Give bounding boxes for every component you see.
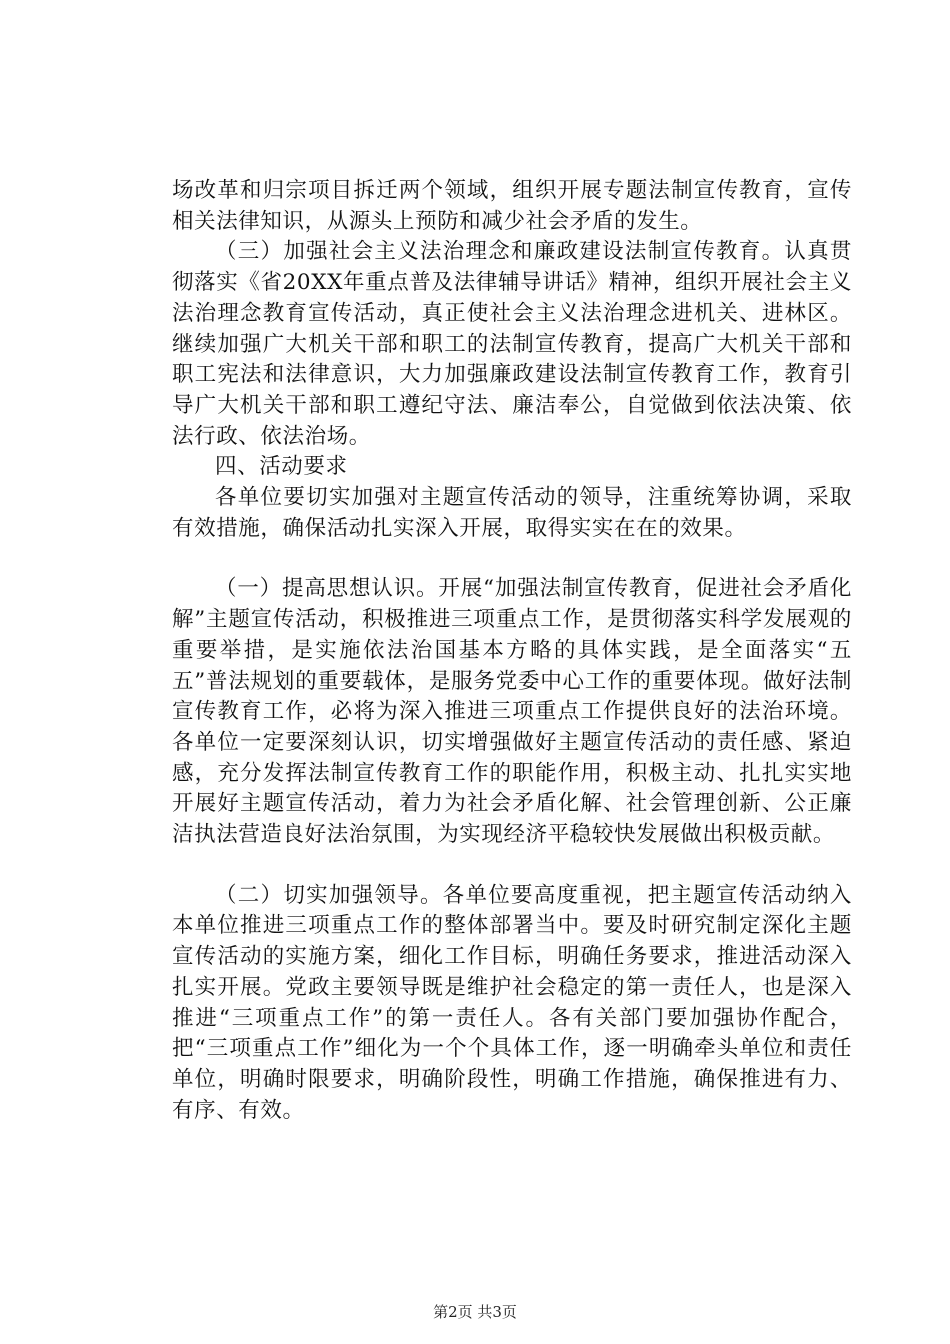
paragraph-4: （一）提高思想认识。开展“加强法制宣传教育，促进社会矛盾化解”主题宣传活动，积极推进三项重点工作，是贯彻落实科学发展观的重要举措，是实施依法治国基本方略的具体实践，是全面落实“五五”普法规划的重要载体，是服务党委中心工作的重要体现。做好法制宣传教育工作，必将为深入推进三项重点工作提供良好的法治环境。各单位一定要深刻认识，切实增强做好主题宣传活动的责任感、紧迫感，充分发挥法制宣传教育工作的职能作用，积极主动、扎扎实实地开展好主题宣传活动，着力为社会矛盾化解、社会管理创新、公正廉洁执法营造良好法治氛围，为实现经济平稳较快发展做出积极贡献。 xyxy=(172,576,852,848)
paragraph-3: 各单位要切实加强对主题宣传活动的领导，注重统筹协调，采取有效措施，确保活动扎实深入开展，取得实实在在的效果。 xyxy=(172,485,852,541)
paragraph-2: （三）加强社会主义法治理念和廉政建设法制宣传教育。认真贯彻落实《省20XX年重点普及法律辅导讲话》精神，组织开展社会主义法治理念教育宣传活动，真正使社会主义法治理念进机关、进林区。继续加强广大机关干部和职工的法制宣传教育，提高广大机关干部和职工宪法和法律意识，大力加强廉政建设法制宣传教育工作，教育引导广大机关干部和职工遵纪守法、廉洁奉公，自觉做到依法决策、依法行政、依法治场。 xyxy=(172,239,852,449)
document-body xyxy=(172,176,852,1126)
paragraph-1: 场改革和归宗项目拆迁两个领域，组织开展专题法制宣传教育，宣传相关法律知识，从源头上预防和减少社会矛盾的发生。 xyxy=(172,178,852,234)
page-number-footer: 第2页 共3页 xyxy=(433,1303,517,1321)
paragraph-5: （二）切实加强领导。各单位要高度重视，把主题宣传活动纳入本单位推进三项重点工作的整体部署当中。要及时研究制定深化主题宣传活动的实施方案，细化工作目标，明确任务要求，推进活动深入扎实开展。党政主要领导既是维护社会稳定的第一责任人，也是深入推进“三项重点工作”的第一责任人。各有关部门要加强协作配合，把“三项重点工作”细化为一个个具体工作，逐一明确牵头单位和责任单位，明确时限要求，明确阶段性，明确工作措施，确保推进有力、有序、有效。 xyxy=(172,882,852,1123)
section-heading-activity-requirements: 四、活动要求 xyxy=(215,454,348,480)
